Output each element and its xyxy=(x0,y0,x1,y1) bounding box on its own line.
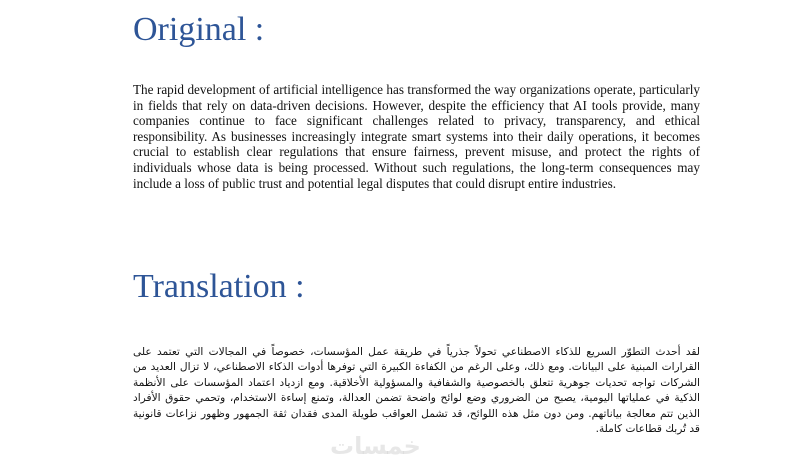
original-paragraph: The rapid development of artificial intelligence has transformed the way organizations operate, particularly in fields that rely on data-driven decisions. However, despite the efficiency that AI tools provide, many companies continue to face significant challenges related to privacy, transparency, and ethical responsibility. As businesses increasingly integrate smart systems into their daily operations, it becomes crucial to establish clear regulations that ensure fairness, prevent misuse, and protect the rights of individuals whose data is being processed. Without such regulations, the long-term consequences may include a loss of public trust and potential legal disputes that could disrupt entire industries. xyxy=(133,82,700,191)
translation-paragraph: لقد أحدث التطوّر السريع للذكاء الاصطناعي تحولاً جذرياً في طريقة عمل المؤسسات، خصوصاً في المجالات التي تعتمد على القرارات المبنية على البيانات. ومع ذلك، وعلى الرغم من الكفاءة الكبيرة التي توفرها أدوات الذكاء الاصطناعي، لا تزال العديد من الشركات تواجه تحديات جوهرية تتعلق بالخصوصية والشفافية والمسؤولية الأخلاقية. ومع ازدياد اعتماد المؤسسات على الأنظمة الذكية في عملياتها اليومية، يصبح من الضروري وضع لوائح واضحة تضمن العدالة، وتمنع إساءة الاستخدام، وتحمي حقوق الأفراد الذين تتم معالجة بياناتهم. ومن دون مثل هذه اللوائح، قد تشمل العواقب طويلة المدى فقدان ثقة الجمهور وظهور نزاعات قانونية قد تُربك قطاعات كاملة. xyxy=(133,346,700,436)
original-heading: Original : xyxy=(133,11,265,48)
watermark-logo: خمسات xyxy=(330,432,421,460)
translation-heading: Translation : xyxy=(133,268,305,305)
